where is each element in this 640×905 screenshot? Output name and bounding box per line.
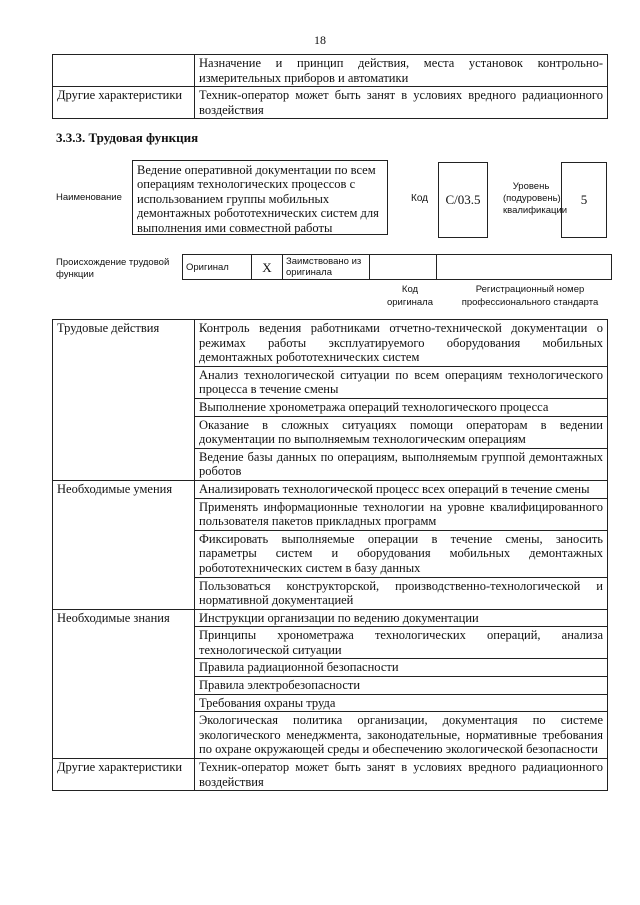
level-label: Уровень (подуровень) квалификации: [503, 181, 568, 216]
row-label: Другие характеристики: [53, 87, 195, 119]
knowledge-label: Необходимые знания: [53, 609, 195, 758]
borrowed-cell: Заимствовано из оригинала: [283, 255, 370, 280]
original-mark: X: [252, 255, 283, 280]
empty-label-cell: [53, 55, 195, 87]
reg-number-caption: Регистрационный номер профессионального стандарта: [461, 284, 599, 308]
origin-table: [182, 254, 612, 280]
list-item: Контроль ведения работниками отчетно-технической документации о режимах работы эксплуатируемого оборудования мобильных демонтажных робототехнических систем: [195, 320, 608, 367]
list-item: Принципы хронометража технологических операций, анализа технологической ситуации: [195, 627, 608, 659]
level-value-box: 5: [561, 162, 607, 238]
page-number: 18: [314, 33, 326, 47]
skills-label: Необходимые умения: [53, 480, 195, 609]
table-row: [53, 87, 608, 119]
list-item: Правила электробезопасности: [195, 677, 608, 695]
other-label: Другие характеристики: [53, 759, 195, 791]
code-label: Код: [411, 193, 429, 204]
list-item: Правила радиационной безопасности: [195, 659, 608, 677]
original-code-cell: [370, 255, 437, 280]
table-row: [53, 55, 608, 87]
section-title: 3.3.3. Трудовая функция: [56, 130, 199, 145]
table-row: [183, 255, 612, 280]
list-item: Требования охраны труда: [195, 694, 608, 712]
original-code-caption: Код оригинала: [386, 284, 433, 308]
reg-number-cell: [437, 255, 612, 280]
list-item: Техник-оператор может быть занят в условиях вредного радиационного воздействия: [195, 759, 608, 791]
continuation-table: [52, 54, 608, 119]
table-row: [53, 320, 608, 367]
name-label: Наименование: [56, 192, 122, 203]
table-cell: Техник-оператор может быть занят в условиях вредного радиационного воздействия: [195, 87, 608, 119]
table-cell: Назначение и принцип действия, места установок контрольно-измерительных приборов и автоматики: [195, 55, 608, 87]
main-table: [52, 319, 608, 791]
function-name-box: Ведение оперативной документации по всем операциям технологических процессов с использованием группы мобильных демонтажных робототехнических систем для выполнения ими совместной работы: [132, 160, 388, 235]
table-row: [53, 609, 608, 627]
list-item: Анализ технологической ситуации по всем операциям технологического процесса в течение смены: [195, 366, 608, 398]
list-item: Инструкции организации по ведению документации: [195, 609, 608, 627]
list-item: Пользоваться конструкторской, производственно-технологической и нормативной документацией: [195, 577, 608, 609]
list-item: Применять информационные технологии на уровне квалифицированного пользователя пакетов прикладных программ: [195, 498, 608, 530]
table-row: [53, 759, 608, 791]
list-item: Фиксировать выполняемые операции в течение смены, заносить параметры систем и оборудования мобильных демонтажных робототехнических систем в базу данных: [195, 530, 608, 577]
table-row: [53, 480, 608, 498]
list-item: Ведение базы данных по операциям, выполняемым группой демонтажных роботов: [195, 448, 608, 480]
original-cell: Оригинал: [183, 255, 252, 280]
origin-label: Происхождение трудовой функции: [56, 257, 170, 280]
labor-actions-label: Трудовые действия: [53, 320, 195, 481]
list-item: Оказание в сложных ситуациях помощи операторам в ведении документации по выполняемым технологическим операциям: [195, 416, 608, 448]
list-item: Экологическая политика организации, документация по системе экологического менеджмента, законодательные, нормативные требования по охране окружающей среды и обеспечению экологической безопасности: [195, 712, 608, 759]
list-item: Выполнение хронометража операций технологического процесса: [195, 398, 608, 416]
code-value-box: C/03.5: [438, 162, 488, 238]
list-item: Анализировать технологической процесс всех операций в течение смены: [195, 480, 608, 498]
